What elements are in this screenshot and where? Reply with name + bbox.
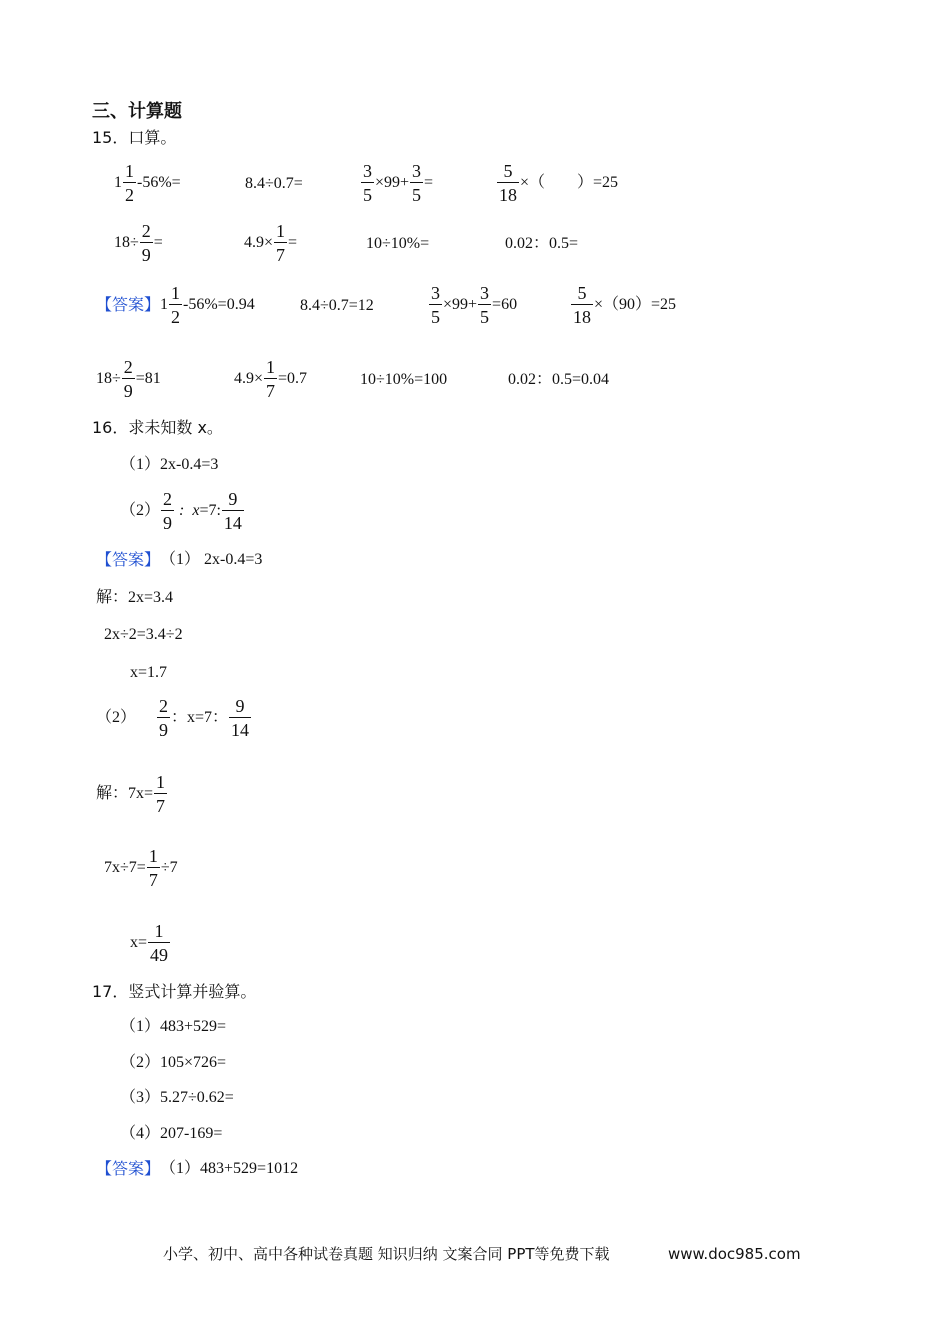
- q15-row2-a: 18÷ $\frac{2}{9}$ =: [114, 221, 163, 265]
- q16-title: 16．求未知数 x。: [92, 418, 223, 437]
- answer-label: 【答案】: [96, 1159, 161, 1178]
- section-title: 三、计算题: [92, 101, 182, 122]
- q16-a1-line2: 2x÷2=3.4÷2: [104, 626, 183, 643]
- q17-item-1: （1）483+529=: [120, 1018, 227, 1035]
- q15-answer-row2-c: 10÷10%=100: [360, 371, 448, 388]
- q15-row1-c: $\frac{3}{5}$ ×99+ $\frac{3}{5}$ =: [363, 161, 434, 205]
- q15-row2-c: 10÷10%=: [366, 235, 430, 252]
- q15-answer-row2-b: 4.9× $\frac{1}{7}$ =0.7: [234, 357, 308, 401]
- q15-answer-row2-a: 18÷ $\frac{2}{9}$ =81: [96, 357, 161, 401]
- q15-answer-d: $\frac{5}{18}$ ×（90）=25: [573, 283, 677, 327]
- q15-row1-b: 8.4÷0.7=: [245, 175, 303, 192]
- q15-title: 15．口算。: [92, 128, 177, 147]
- q16-a2-head: （2） $\frac{2}{9}$ ：x=7： $\frac{9}{14}$: [96, 696, 250, 740]
- q17-item-4: （4）207-169=: [120, 1125, 223, 1142]
- footer-text: 小学、初中、高中各种试卷真题 知识归纳 文案合同 PPT等免费下载: [163, 1245, 610, 1263]
- q16-a2-line3: x= $\frac{1}{49}$: [130, 921, 169, 965]
- q15-answer-row1: 【答案】 1 $\frac{1}{2}$ -56%=0.94: [96, 283, 255, 327]
- q15-answer-c: $\frac{3}{5}$ ×99+ $\frac{3}{5}$ =60: [431, 283, 518, 327]
- q17-answer: 【答案】 （1）483+529=1012: [96, 1159, 299, 1178]
- q16-a1-line3: x=1.7: [130, 664, 168, 681]
- q16-a2-line2: 7x÷7= $\frac{1}{7}$ ÷7: [104, 846, 178, 890]
- q15-row2-d: 0.02：0.5=: [505, 235, 579, 252]
- q17-title: 17．竖式计算并验算。: [92, 982, 257, 1001]
- q17-item-3: （3）5.27÷0.62=: [120, 1089, 234, 1106]
- answer-label: 【答案】: [96, 295, 161, 314]
- q16-a2-line1: 解：7x= $\frac{1}{7}$: [96, 772, 166, 816]
- q16-part1: （1）2x-0.4=3: [120, 456, 219, 473]
- q15-row2-b: 4.9× $\frac{1}{7}$ =: [244, 221, 298, 265]
- q16-a1-line1: 解：2x=3.4: [96, 589, 174, 606]
- q16-part2: （2） $\frac{2}{9}$ : x =7: $\frac{9}{14}$: [120, 489, 242, 533]
- q15-row1-d: $\frac{5}{18}$ ×（ ）=25: [499, 161, 619, 205]
- q15-answer-b: 8.4÷0.7=12: [300, 297, 374, 314]
- q16-answer-head: 【答案】 （1） 2x-0.4=3: [96, 550, 263, 569]
- q17-item-2: （2）105×726=: [120, 1054, 227, 1071]
- q15-answer-row2-d: 0.02：0.5=0.04: [508, 371, 610, 388]
- answer-label: 【答案】: [96, 550, 161, 569]
- q15-row1-a: 1 $\frac{1}{2}$ -56%=: [114, 161, 181, 205]
- footer-url[interactable]: www.doc985.com: [668, 1245, 801, 1263]
